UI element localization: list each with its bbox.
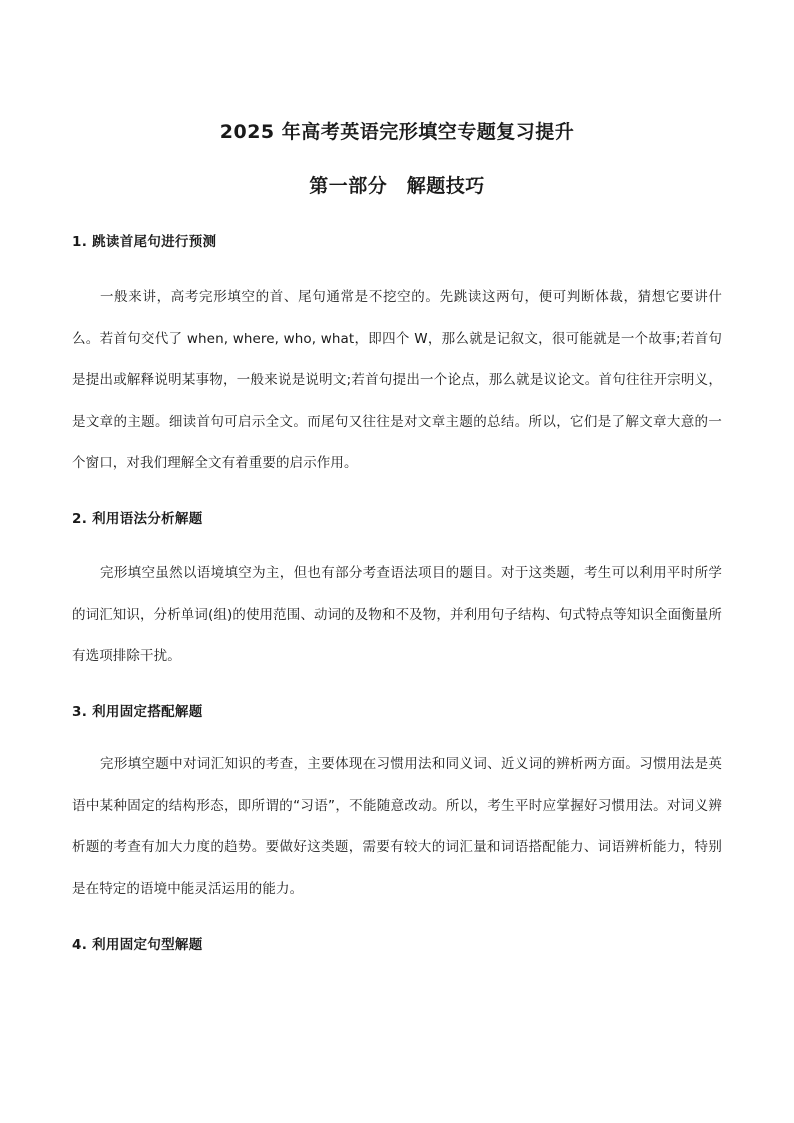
section-paragraph-1: 一般来讲，高考完形填空的首、尾句通常是不挖空的。先跳读这两句，便可判断体裁，猜想它要讲什么。若首句交代了 when, where, who, what，即四个 W，那么就是记叙文，很可能就是一个故事;若首句是提出或解释说明某事物，一般来说是说明文;若首句提出一个论点，那么就是议论文。首句往往开宗明义，是文章的主题。细读首句可启示全文。而尾句又往往是对文章主题的总结。所以，它们是了解文章大意的一个窗口，对我们理解全文有着重要的启示作用。	[72, 289, 722, 471]
section-heading-4: 4. 利用固定句型解题	[72, 937, 203, 953]
section-paragraph-3: 完形填空题中对词汇知识的考查，主要体现在习惯用法和同义词、近义词的辨析两方面。习惯用法是英语中某种固定的结构形态，即所谓的“习语”，不能随意改动。所以，考生平时应掌握好习惯用法。对词义辨析题的考查有加大力度的趋势。要做好这类题，需要有较大的词汇量和词语搭配能力、词语辨析能力，特别是在特定的语境中能灵活运用的能力。	[72, 756, 722, 897]
document-subtitle: 第一部分 解题技巧	[309, 175, 485, 197]
section-heading-3: 3. 利用固定搭配解题	[72, 704, 203, 720]
section-heading-2: 2. 利用语法分析解题	[72, 511, 203, 527]
document-title: 2025 年高考英语完形填空专题复习提升	[219, 121, 575, 143]
section-heading-1: 1. 跳读首尾句进行预测	[72, 234, 217, 250]
section-paragraph-2: 完形填空虽然以语境填空为主，但也有部分考查语法项目的题目。对于这类题，考生可以利用平时所学的词汇知识，分析单词(组)的使用范围、动词的及物和不及物，并利用句子结构、句式特点等知识全面衡量所有选项排除干扰。	[72, 565, 722, 664]
